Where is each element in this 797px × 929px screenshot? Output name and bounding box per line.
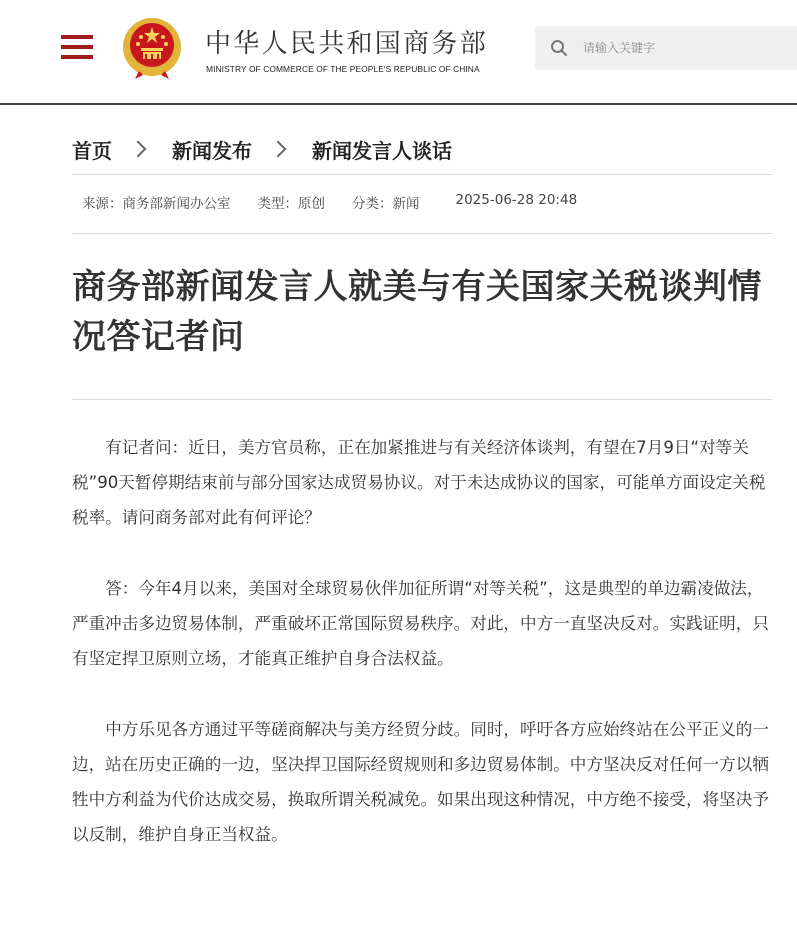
- site-name-en: MINISTRY OF COMMERCE OF THE PEOPLE'S REPUBLIC OF CHINA: [206, 64, 480, 74]
- site-header: [0, 0, 797, 105]
- search-box: [535, 26, 797, 70]
- article-title: 商务部新闻发言人就美与有关国家关税谈判情况答记者问: [72, 267, 762, 357]
- menu-icon[interactable]: [61, 35, 93, 59]
- search-input[interactable]: [583, 36, 783, 60]
- divider: [72, 174, 772, 175]
- meta-type: 类型：原创: [257, 196, 325, 212]
- breadcrumb-home[interactable]: 首页: [72, 138, 112, 163]
- search-icon[interactable]: [550, 39, 568, 57]
- chevron-right-icon: [130, 141, 147, 158]
- site-name-cn: 中华人民共和国商务部: [205, 29, 489, 59]
- breadcrumb-spokesperson[interactable]: 新闻发言人谈话: [312, 138, 452, 163]
- meta-category: 分类：新闻: [352, 196, 420, 212]
- chevron-right-icon: [270, 141, 287, 158]
- article-meta: [82, 192, 577, 212]
- divider: [72, 399, 772, 400]
- breadcrumb-news-release[interactable]: 新闻发布: [172, 138, 252, 163]
- national-emblem[interactable]: [121, 17, 183, 81]
- article-paragraph: 有记者问：近日，美方官员称，正在加紧推进与有关经济体谈判，有望在7月9日“对等关税”90天暂停期结束前与部分国家达成贸易协议。对于未达成协议的国家，可能单方面设定关税税率。请问商务部对此有何评论？: [72, 438, 766, 527]
- breadcrumb: [72, 135, 452, 163]
- article-paragraph: 中方乐见各方通过平等磋商解决与美方经贸分歧。同时，呼吁各方应始终站在公平正义的一边，站在历史正确的一边，坚决捍卫国际经贸规则和多边贸易体制。中方坚决反对任何一方以牺牲中方利益为代价达成交易，换取所谓关税减免。如果出现这种情况，中方绝不接受，将坚决予以反制，维护自身正当权益。: [72, 720, 769, 844]
- meta-date: 2025-06-28 20:48: [455, 192, 578, 208]
- article-body: [72, 430, 777, 888]
- divider: [72, 233, 772, 234]
- article-paragraph: 答：今年4月以来，美国对全球贸易伙伴加征所谓“对等关税”，这是典型的单边霸凌做法，严重冲击多边贸易体制，严重破坏正常国际贸易秩序。对此，中方一直坚决反对。实践证明，只有坚定捍卫原则立场，才能真正维护自身合法权益。: [72, 579, 769, 668]
- meta-source: 来源：商务部新闻办公室: [82, 196, 231, 212]
